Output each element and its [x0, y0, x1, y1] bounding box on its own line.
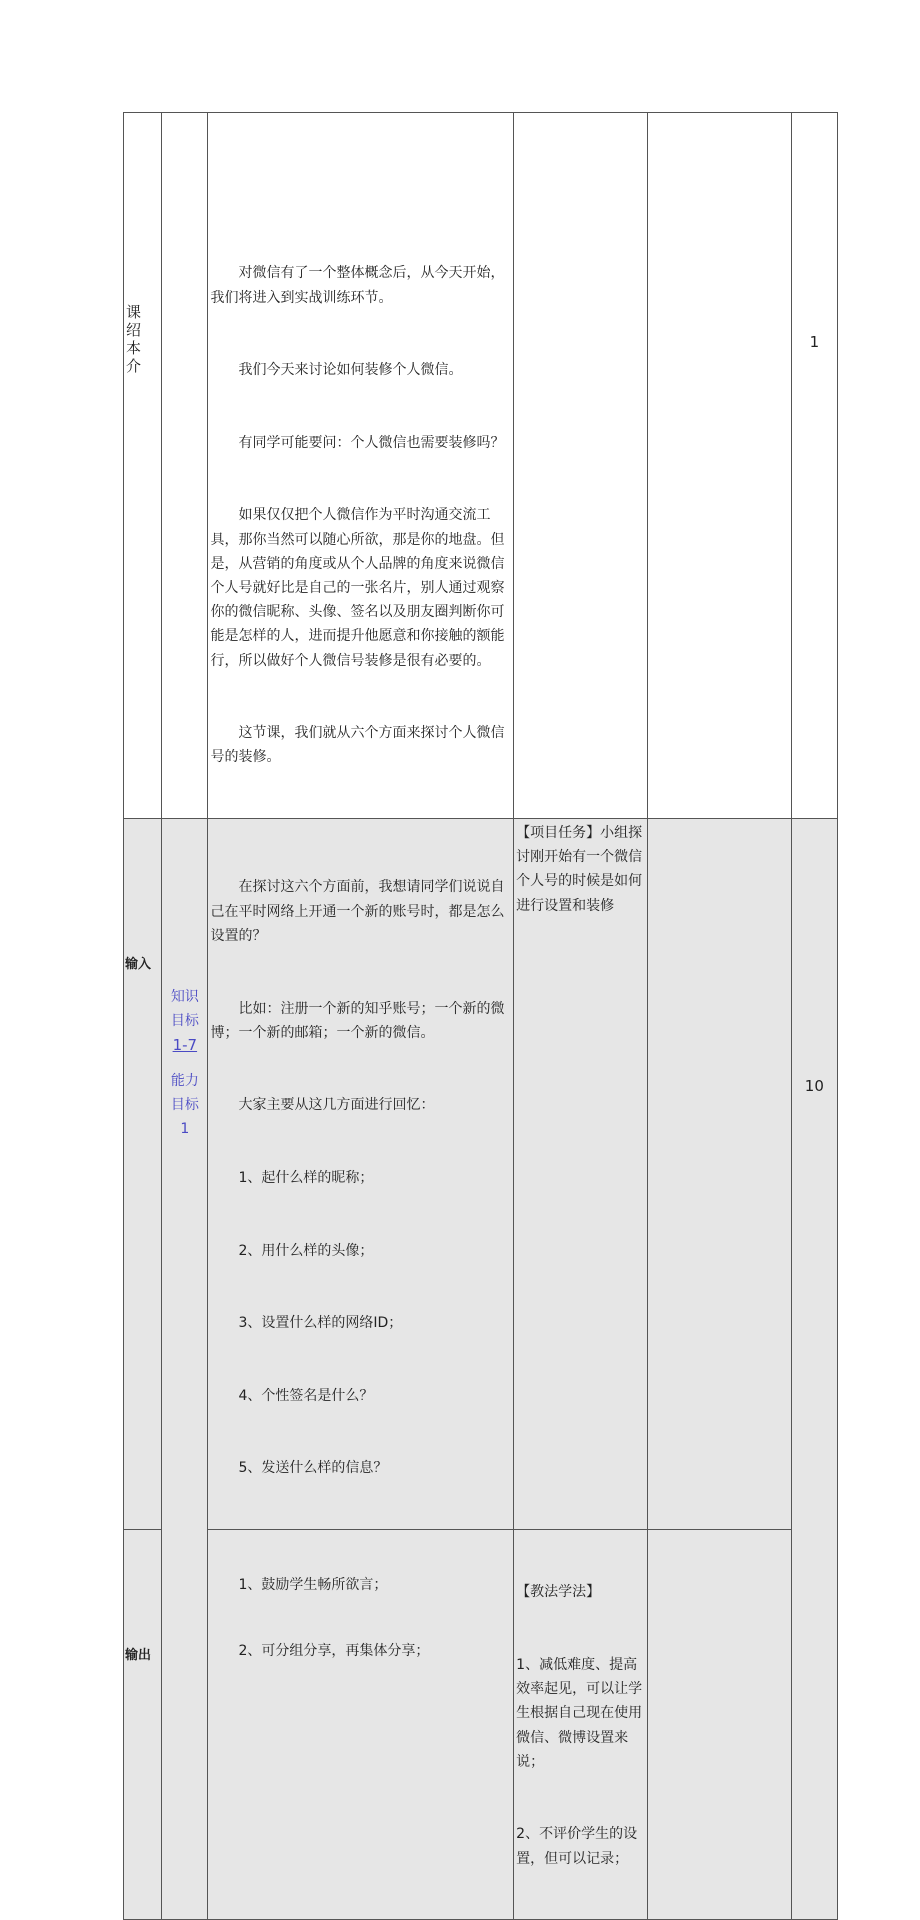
input-paragraph: 在探讨这六个方面前，我想请同学们说说自己在平时网络上开通一个新的账号时，都是怎么设置的？ [210, 879, 505, 944]
row-input [124, 819, 838, 1530]
intro-paragraph: 对微信有了一个整体概念后，从今天开始，我们将进入到实战训练环节。 [210, 265, 505, 306]
goal-cell [162, 819, 208, 1920]
knowledge-goal-line: 目标 [170, 1013, 199, 1030]
intro-paragraph: 这节课，我们就从六个方面来探讨个人微信号的装修。 [210, 725, 505, 766]
input-paragraph: 大家主要从这几方面进行回忆： [238, 1097, 435, 1114]
output-label: 输出 [125, 1647, 152, 1663]
output-list-item: 1、鼓励学生畅所欲言； [238, 1576, 388, 1593]
input-label: 输入 [125, 957, 152, 973]
row-intro [124, 113, 838, 819]
method-item: 1、减低难度、提高效率起见，可以让学生根据自己现在使用微信、微博设置来说； [516, 1656, 643, 1770]
input-label-cell [124, 819, 162, 1530]
input-task-cell [514, 819, 648, 1530]
output-method [514, 1532, 647, 1919]
output-content-cell [208, 1529, 514, 1919]
intro-content-cell [208, 113, 514, 819]
knowledge-goal-range: 1-7 [172, 1036, 198, 1055]
intro-time-cell [791, 113, 837, 819]
output-label-cell [124, 1529, 162, 1919]
method-title: 【教法学法】 [516, 1584, 601, 1601]
input-content [208, 827, 513, 1529]
input-list-item: 5、发送什么样的信息？ [238, 1460, 388, 1477]
lesson-plan-table [123, 112, 838, 1920]
input-task: 【项目任务】小组探讨刚开始有一个微信个人号的时候是如何进行设置和装修 [516, 825, 643, 914]
output-content [208, 1530, 513, 1706]
input-time: 10 [804, 1077, 824, 1096]
input-paragraph: 比如：注册一个新的知乎账号；一个新的微博；一个新的邮箱；一个新的微信。 [210, 1000, 505, 1041]
intro-label: 课绍本介 [126, 303, 142, 375]
input-time-cell [791, 819, 837, 1920]
knowledge-goal-line: 知识 [170, 989, 199, 1006]
ability-goal-link[interactable] [162, 1069, 207, 1141]
intro-time: 1 [809, 333, 820, 351]
intro-goal-cell [162, 113, 208, 819]
intro-paragraph: 我们今天来讨论如何装修个人微信。 [238, 362, 463, 379]
ability-goal-line: 目标 [170, 1097, 199, 1114]
input-list-item: 2、用什么样的头像； [238, 1242, 374, 1259]
input-list-item: 4、个性签名是什么？ [238, 1387, 374, 1404]
input-list-item: 1、起什么样的昵称； [238, 1169, 374, 1186]
intro-task-cell [514, 113, 648, 819]
intro-content [208, 213, 513, 818]
row-output [124, 1529, 838, 1919]
output-method-cell [514, 1529, 648, 1919]
intro-note-cell [647, 113, 791, 819]
input-note-cell [647, 819, 791, 1530]
intro-label-cell [124, 113, 162, 819]
ability-goal-number: 1 [180, 1121, 190, 1138]
intro-paragraph: 有同学可能要问：个人微信也需要装修吗？ [238, 434, 505, 451]
output-note-cell [647, 1529, 791, 1919]
intro-paragraph: 如果仅仅把个人微信作为平时沟通交流工具，那你当然可以随心所欲，那是你的地盘。但是，从营销的角度或从个人品牌的角度来说微信个人号就好比是自己的一张名片，别人通过观察你的微信昵称、头像、签名以及朋友圈判断你可能是怎样的人，进而提升他愿意和你接触的额能行，所以做好个人微信号装修是很有必要的。 [210, 507, 505, 669]
ability-goal-line: 能力 [170, 1073, 199, 1090]
input-content-cell [208, 819, 514, 1530]
knowledge-goal-link[interactable] [162, 985, 207, 1057]
input-list-item: 3、设置什么样的网络ID； [238, 1315, 403, 1332]
output-list-item: 2、可分组分享，再集体分享； [238, 1642, 430, 1659]
method-item: 2、不评价学生的设置，但可以记录； [516, 1826, 638, 1867]
